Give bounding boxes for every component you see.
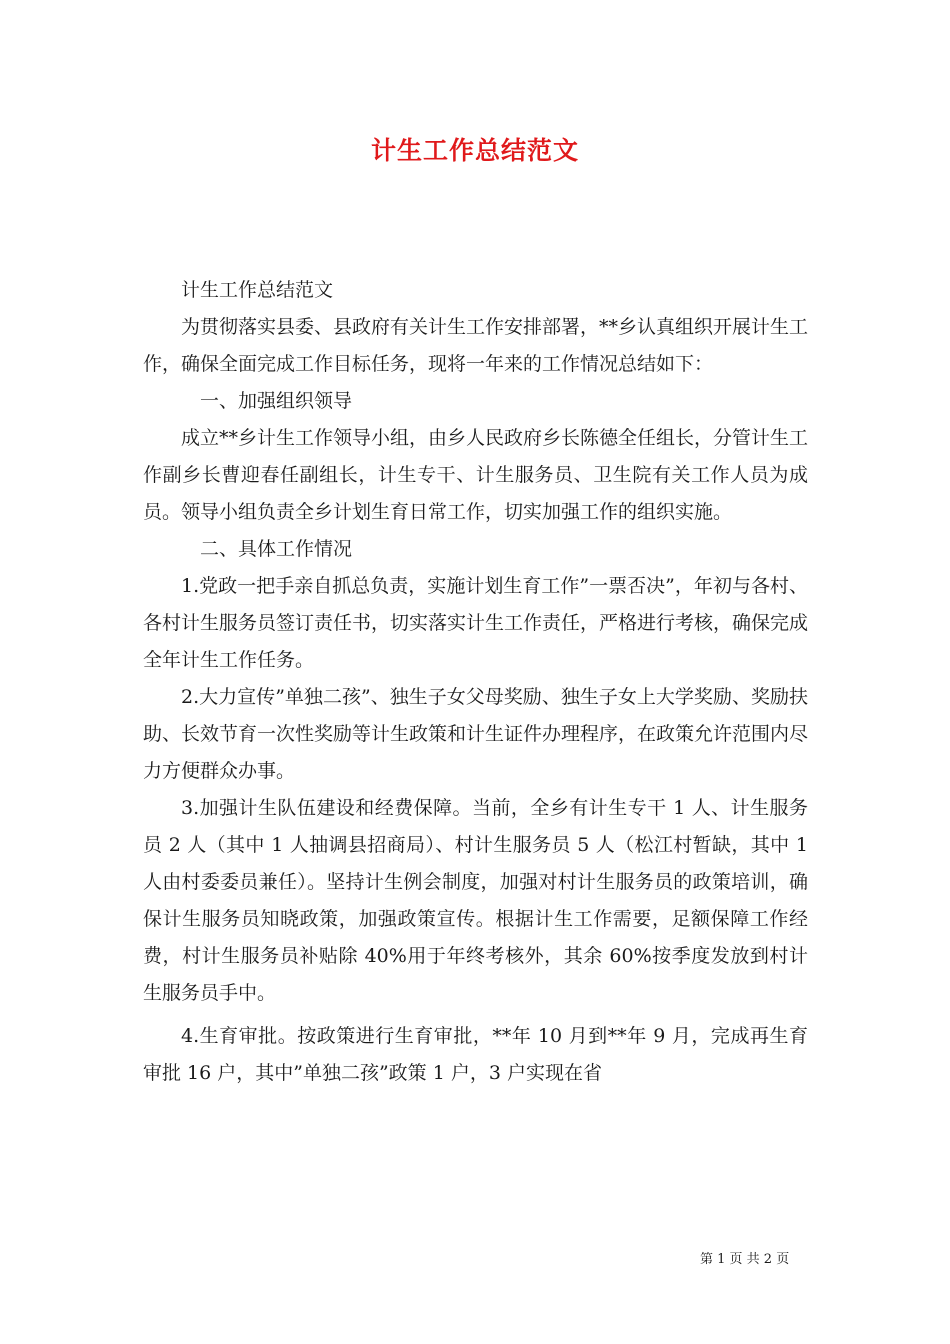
paragraph-organization: 成立**乡计生工作领导小组，由乡人民政府乡长陈德全任组长，分管计生工作副乡长曹迎春任副组长，计生专干、计生服务员、卫生院有关工作人员为成员。领导小组负责全乡计划生育日常工作，切实加强工作的组织实施。: [143, 427, 809, 523]
paragraph-item-2: 2.大力宣传”单独二孩”、独生子女父母奖励、独生子女上大学奖励、奖励扶助、长效节育一次性奖励等计生政策和计生证件办理程序，在政策允许范围内尽力方便群众办事。: [143, 686, 809, 782]
section-heading-2: 二、具体工作情况: [200, 538, 353, 560]
page-title: 计生工作总结范文: [370, 136, 579, 165]
page-footer: 第 1 页 共 2 页: [700, 1252, 790, 1267]
section-heading-1: 一、加强组织领导: [200, 390, 353, 412]
paragraph-item-3: 3.加强计生队伍建设和经费保障。当前，全乡有计生专干 1 人、计生服务员 2 人（其中 1 人抽调县招商局）、村计生服务员 5 人（松江村暂缺，其中 1 人由村委委员兼任）。坚持计生例会制度，加强对村计生服务员的政策培训，确保计生服务员知晓政策，加强政策宣传。根据计生工作需要，足额保障工作经费，村计生服务员补贴除 40%用于年终考核外，其余 60%按季度发放到村计生服务员手中。: [143, 797, 808, 1004]
paragraph-item-1: 1.党政一把手亲自抓总负责，实施计划生育工作”一票否决”，年初与各村、各村计生服务员签订责任书，切实落实计生工作责任，严格进行考核，确保完成全年计生工作任务。: [143, 575, 809, 671]
paragraph-intro: 为贯彻落实县委、县政府有关计生工作安排部署，**乡认真组织开展计生工作，确保全面完成工作目标任务，现将一年来的工作情况总结如下：: [143, 316, 809, 375]
paragraph-subtitle: 计生工作总结范文: [181, 279, 334, 301]
document-body: [143, 272, 808, 1092]
paragraph-item-4: 4.生育审批。按政策进行生育审批，**年 10 月到**年 9 月，完成再生育审批 16 户，其中”单独二孩”政策 1 户，3 户实现在省: [143, 1025, 808, 1084]
